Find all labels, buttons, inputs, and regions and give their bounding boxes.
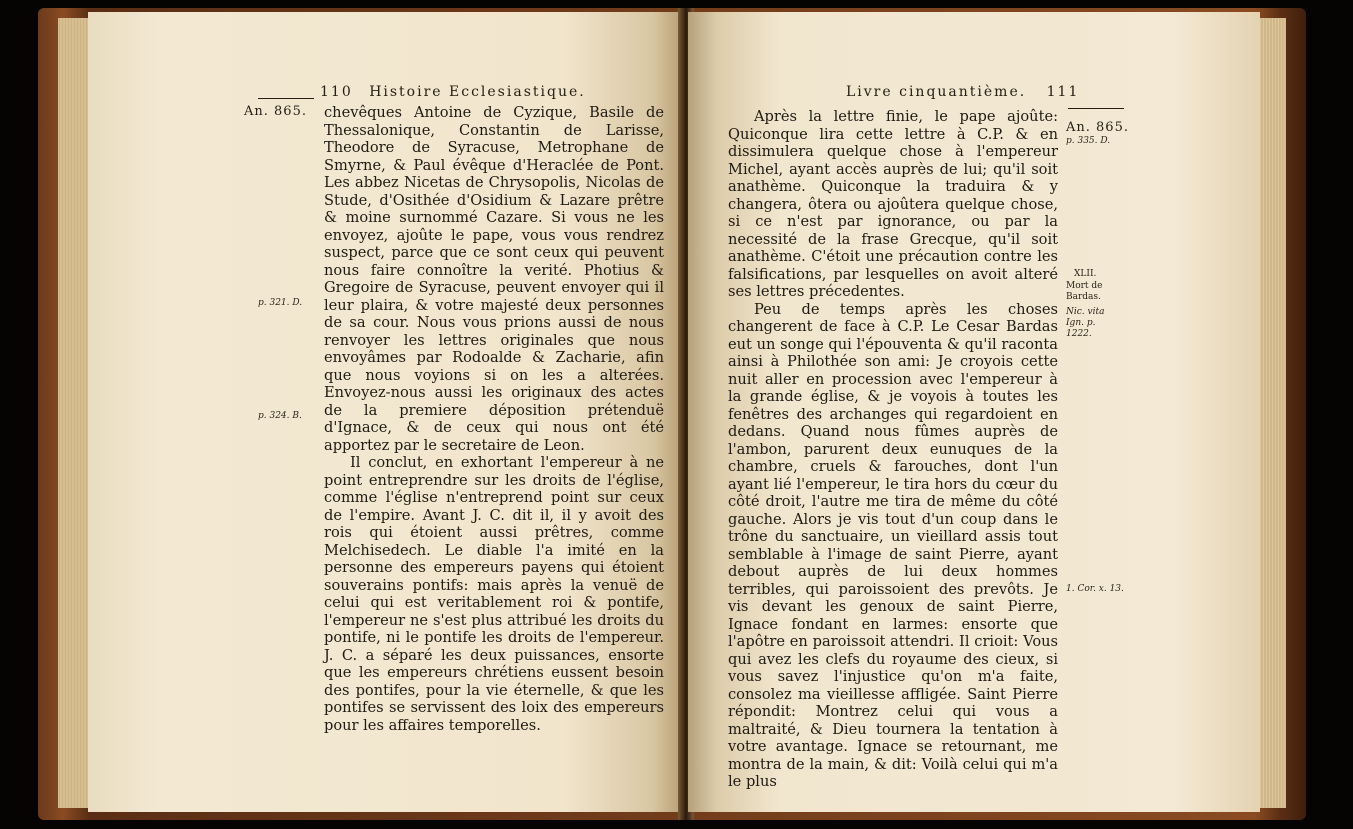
- right-paragraph-1: Après la lettre finie, le pape ajoûte: Quiconque lira cette lettre à C.P. & en dissimulera quelque chose à l'empereur Michel, ayant accès auprès de lui; qu'il soit anathème. Quiconque la traduira & y changera, ôtera ou ajoûtera quelque chose, si ce n'est par ignorance, ou par la necessité de la frase Grecque, qu'il soit anathème. C'étoit une précaution contre les falsifications, par lesquelles on avoit alteré ses lettres précedentes.: [728, 108, 1058, 300]
- open-book: [38, 8, 1306, 820]
- left-page-number: 110: [320, 84, 353, 100]
- right-margin-year: An. 865.: [1066, 120, 1129, 135]
- left-margin-year: An. 865.: [244, 104, 307, 119]
- right-page-edges: [1260, 18, 1286, 808]
- left-running-title: Histoire Ecclesiastique.: [369, 84, 586, 100]
- section-title: Mort de Bardas.: [1066, 281, 1103, 302]
- right-page-header: [846, 84, 1079, 100]
- header-rule-right: [1068, 108, 1124, 109]
- right-page-text: [728, 108, 1058, 791]
- left-page-text: [324, 104, 664, 734]
- left-margin-ref-2: p. 324. B.: [258, 411, 302, 421]
- left-paragraph-1: chevêques Antoine de Cyzique, Basile de Thessalonique, Constantin de Larisse, Theodore de Syracuse, Metrophane de Smyrne, & Paul évêque d'Heraclée de Pont. Les abbez Nicetas de Chrysopolis, Nicolas de Stude, d'Osithée d'Osidium & Lazare prêtre & moine surnommé Cazare. Si vous ne les envoyez, ajoûte le pape, vous vous rendrez suspect, parce que ce sont ceux qui peuvent nous faire connoître la verité. Photius & Gregoire de Syracuse, peuvent envoyer qui il leur plaira, & votre majesté deux personnes de sa cour. Nous vous prions aussi de nous renvoyer les lettres originales que nous envoyâmes par Rodoalde & Zacharie, afin que nous voyions si on les a alterées. Envoyez-nous aussi les originaux des actes de la premiere déposition prétenduë d'Ignace, & de ceux qui nous ont été apportez par le secretaire de Leon.: [324, 104, 664, 454]
- right-page-number: 111: [1046, 84, 1080, 100]
- left-margin-ref-1: p. 321. D.: [258, 298, 303, 308]
- section-number: XLII.: [1074, 269, 1097, 279]
- header-rule-left: [258, 98, 314, 99]
- left-paragraph-2: Il conclut, en exhortant l'empereur à ne point entreprendre sur les droits de l'église, comme l'église n'entreprend point sur ceux de l'empire. Avant J. C. dit il, il y avoit des rois qui étoient aussi prêtres, comme Melchisedech. Le diable l'a imité en la personne des empereurs payens qui étoient souverains pontifs: mais après la venuë de celui qui est veritablement roi & pontife, l'empereur ne s'est plus attribué les droits du pontife, ni le pontife les droits de l'empereur. J. C. a séparé les deux puissances, ensorte que les empereurs chrétiens eussent besoin des pontifes, pour la vie éternelle, & que les pontifes se servissent des loix des empereurs pour les affaires temporelles.: [324, 454, 664, 734]
- right-paragraph-2: Peu de temps après les choses changerent de face à C.P. Le Cesar Bardas eut un songe qui l'épouventa & qu'il raconta ainsi à Philothée son ami: Je croyois cette nuit aller en procession avec l'empereur à la grande église, & je voyois à toutes les fenêtres des archanges qui regardoient en dedans. Quand nous fûmes auprès de l'ambon, parurent deux eunuques de la chambre, cruels & farouches, dont l'un ayant lié l'empereur, le tira hors du cœur du côté droit, l'autre me tira de même du côté gauche. Alors je vis tout d'un coup dans le trône du sanctuaire, un vieillard assis tout semblable à l'image de saint Pierre, ayant debout auprès de lui deux hommes terribles, qui paroissoient des prevôts. Je vis devant les genoux de saint Pierre, Ignace fondant en larmes: ensorte que l'apôtre en paroissoit attendri. Il crioit: Vous qui avez les clefs du royaume des cieux, si vous savez l'injustice qu'on m'a faite, consolez ma vieillesse affligée. Saint Pierre répondit: Montrez celui qui vous a maltraité, & Dieu tournera la tentation à votre avantage. Ignace se retournant, me montra de la main, & dit: Voilà celui qui m'a le plus: [728, 300, 1058, 790]
- right-running-title: Livre cinquantième.: [846, 84, 1027, 100]
- right-margin-ref-1: p. 335. D.: [1066, 136, 1111, 146]
- left-page-header: [320, 84, 586, 100]
- left-page-edges: [58, 18, 88, 808]
- left-page: [88, 12, 682, 812]
- right-margin-ref-2: Nic. vita Ign. p. 1222.: [1066, 307, 1105, 339]
- right-page: [688, 12, 1260, 812]
- right-margin-ref-3: 1. Cor. x. 13.: [1066, 584, 1124, 594]
